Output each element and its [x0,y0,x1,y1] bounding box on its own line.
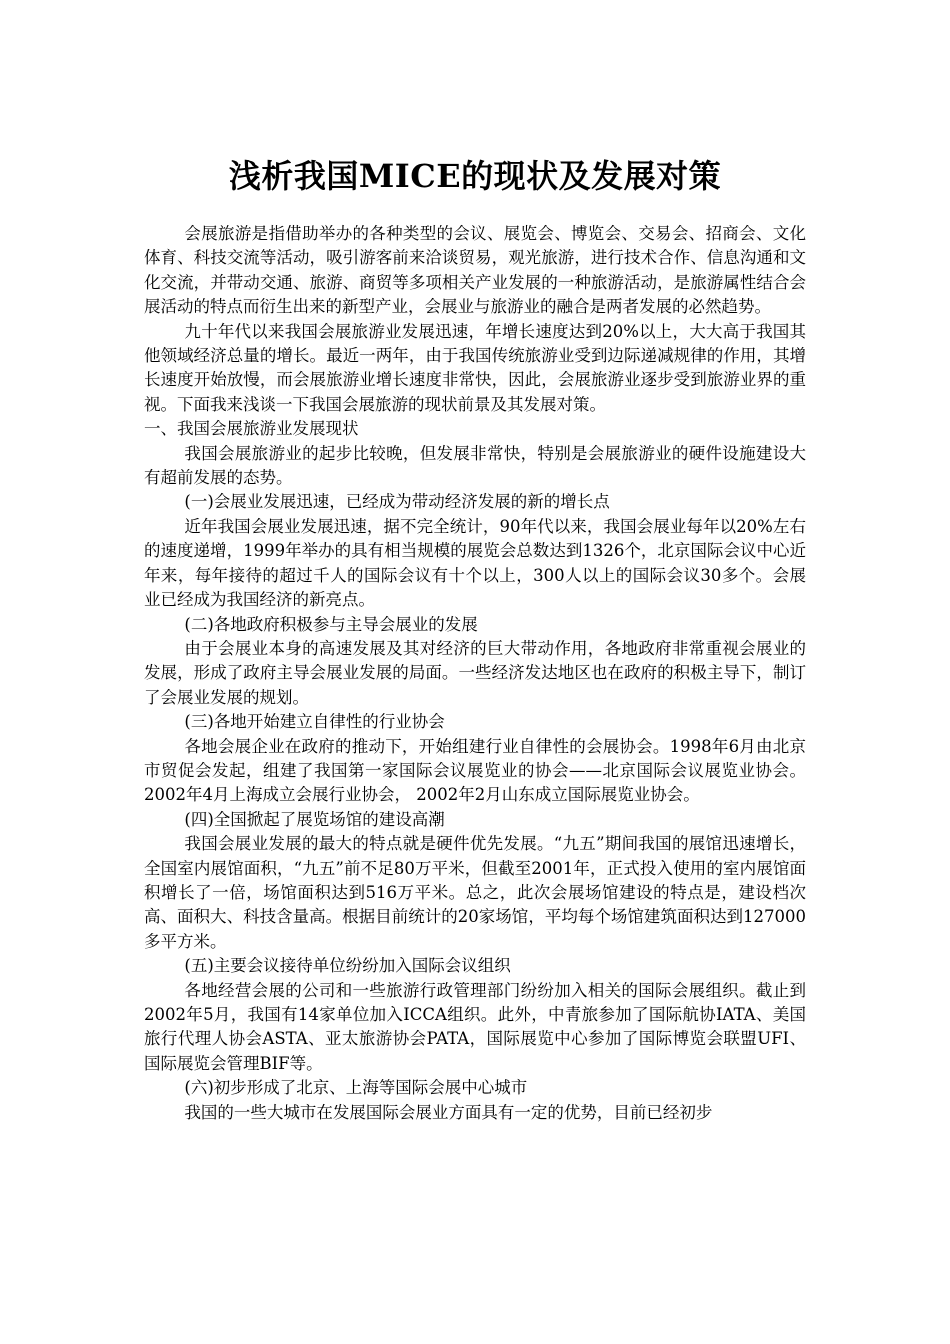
paragraph-background: 九十年代以来我国会展旅游业发展迅速，年增长速度达到20%以上，大大高于我国其他领域经济总量的增长。最近一两年，由于我国传统旅游业受到边际递减规律的作用，其增长速度开始放慢，而会展旅游业增长速度非常快，因此，会展旅游业逐步受到旅游业界的重视。下面我来浅谈一下我国会展旅游的现状前景及其发展对策。 [144,321,806,414]
subsection-heading: (一)会展业发展迅速，已经成为带动经济发展的新的增长点 [184,492,610,512]
subsection-heading: (二)各地政府积极参与主导会展业的发展 [184,614,478,634]
paragraph: 各地会展企业在政府的推动下，开始组建行业自律性的会展协会。1998年6月由北京市贸促会发起，组建了我国第一家国际会议展览业的协会——北京国际会议展览业协会。 2002年4月上海成立会展行业协会， 2002年2月山东成立国际展览业协会。 [144,736,806,805]
paragraph: 近年我国会展业发展迅速，据不完全统计，90年代以来，我国会展业每年以20%左右的速度递增，1999年举办的具有相当规模的展览会总数达到1326个，北京国际会议中心近年来，每年接待的超过千人的国际会议有十个以上，300人以上的国际会议30多个。会展业已经成为我国经济的新亮点。 [144,516,806,610]
subsection-heading: (三)各地开始建立自律性的行业协会 [184,712,445,732]
section-heading: 一、我国会展旅游业发展现状 [144,419,359,439]
paragraph: 我国的一些大城市在发展国际会展业方面具有一定的优势，目前已经初步 [184,1102,713,1122]
subsection-heading: (五)主要会议接待单位纷纷加入国际会议组织 [184,956,511,976]
subsection-heading: (四)全国掀起了展览场馆的建设高潮 [184,809,445,829]
paragraph: 由于会展业本身的高速发展及其对经济的巨大带动作用，各地政府非常重视会展业的发展，形成了政府主导会展业发展的局面。一些经济发达地区也在政府的积极主导下，制订了会展业发展的规划。 [144,638,806,707]
document-title: 浅析我国MICE的现状及发展对策 [228,157,722,195]
paragraph: 我国会展旅游业的起步比较晚，但发展非常快，特别是会展旅游业的硬件设施建设大有超前发展的态势。 [144,443,806,488]
paragraph-intro: 会展旅游是指借助举办的各种类型的会议、展览会、博览会、交易会、招商会、文化体育、科技交流等活动，吸引游客前来洽谈贸易，观光旅游，进行技术合作、信息沟通和文化交流，并带动交通、旅游、商贸等多项相关产业发展的一种旅游活动，是旅游属性结合会展活动的特点而衍生出来的新型产业，会展业与旅游业的融合是两者发展的必然趋势。 [144,224,806,317]
paragraph: 我国会展业发展的最大的特点就是硬件优先发展。“九五”期间我国的展馆迅速增长，全国室内展馆面积，“九五”前不足80万平米，但截至2001年，正式投入使用的室内展馆面积增长了一倍，场馆面积达到516万平米。总之，此次会展场馆建设的特点是，建设档次高、面积大、科技含量高。根据目前统计的20家场馆，平均每个场馆建筑面积达到127000多平方米。 [144,834,806,951]
document-body [144,222,806,1125]
subsection-heading: (六)初步形成了北京、上海等国际会展中心城市 [184,1078,528,1098]
paragraph: 各地经营会展的公司和一些旅游行政管理部门纷纷加入相关的国际会展组织。截止到2002年5月，我国有14家单位加入ICCA组织。此外，中青旅参加了国际航协IATA、美国旅行代理人协会ASTA、亚太旅游协会PATA，国际展览中心参加了国际博览会联盟UFI、国际展览会管理BIF等。 [144,980,806,1073]
